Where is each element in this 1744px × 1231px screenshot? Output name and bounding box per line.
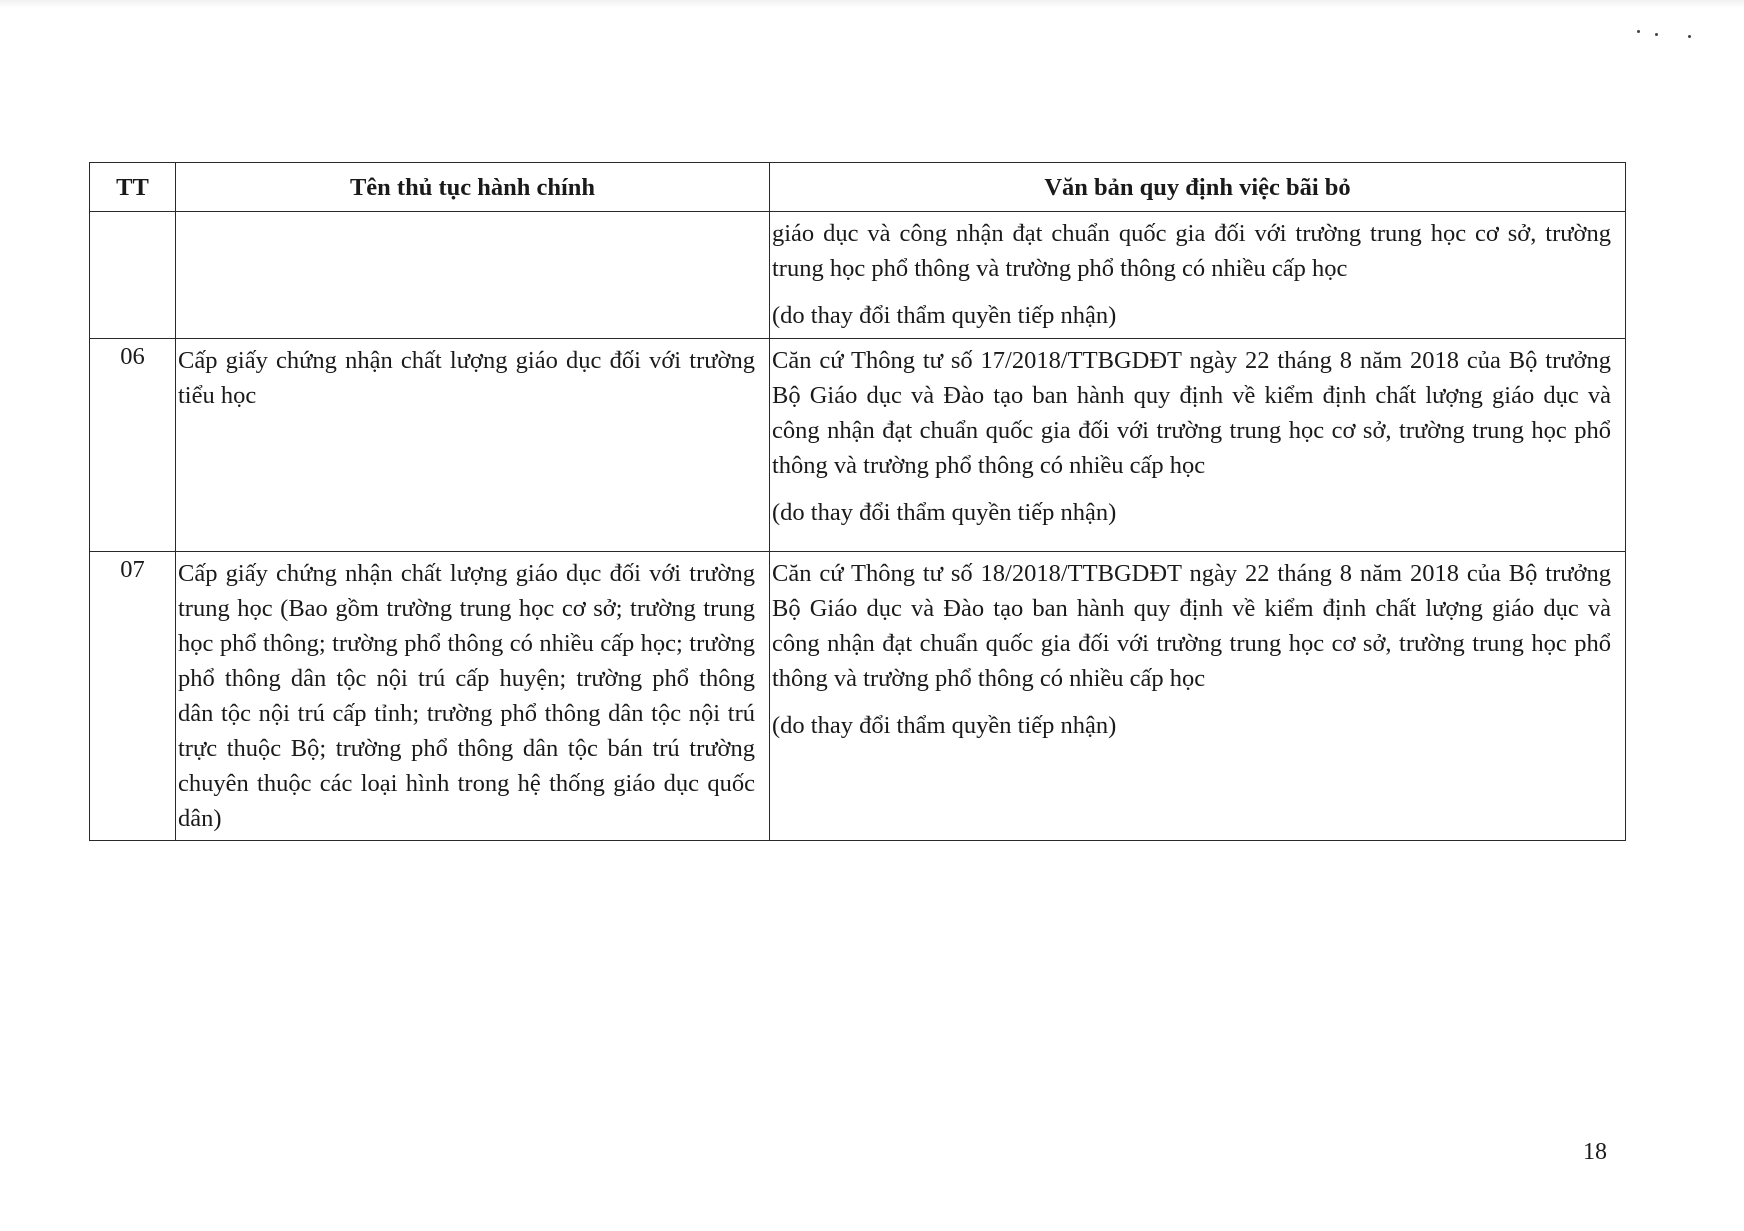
table-header-row xyxy=(90,163,1626,212)
repeal-reason-text: (do thay đổi thẩm quyền tiếp nhận) xyxy=(772,499,1117,526)
table-row xyxy=(90,212,1626,339)
scan-edge-shadow xyxy=(0,0,1744,8)
procedure-name xyxy=(176,212,770,339)
repeal-document xyxy=(770,339,1626,552)
scan-speck xyxy=(1655,33,1658,36)
repeal-reason-text: (do thay đổi thẩm quyền tiếp nhận) xyxy=(772,302,1117,329)
repeal-document xyxy=(770,212,1626,339)
scan-speck xyxy=(1637,30,1640,33)
header-tt: TT xyxy=(90,163,176,212)
legal-basis-text: giáo dục và công nhận đạt chuẩn quốc gia đối với trường trung học cơ sở, trường trung học phổ thông và trường phổ thông có nhiều cấp học xyxy=(772,220,1611,282)
page-number: 18 xyxy=(1583,1139,1607,1165)
header-procedure-name: Tên thủ tục hành chính xyxy=(176,163,770,212)
table-row xyxy=(90,339,1626,552)
table-row xyxy=(90,552,1626,841)
procedure-name: Cấp giấy chứng nhận chất lượng giáo dục đối với trường tiểu học xyxy=(176,339,770,552)
row-number: 07 xyxy=(90,552,176,841)
row-number xyxy=(90,212,176,339)
legal-basis-text: Căn cứ Thông tư số 18/2018/TTBGDĐT ngày 22 tháng 8 năm 2018 của Bộ trưởng Bộ Giáo dục và Đào tạo ban hành quy định về kiểm định chất lượng giáo dục và công nhận đạt chuẩn quốc gia đối với trường trung học cơ sở, trường trung học phổ thông và trường phổ thông có nhiều cấp học xyxy=(772,560,1611,692)
legal-basis-text: Căn cứ Thông tư số 17/2018/TTBGDĐT ngày 22 tháng 8 năm 2018 của Bộ trưởng Bộ Giáo dục và Đào tạo ban hành quy định về kiểm định chất lượng giáo dục và công nhận đạt chuẩn quốc gia đối với trường trung học cơ sở, trường trung học phổ thông và trường phổ thông có nhiều cấp học xyxy=(772,347,1611,479)
procedure-name: Cấp giấy chứng nhận chất lượng giáo dục đối với trường trung học (Bao gồm trường trung học cơ sở; trường trung học phổ thông; trường phổ thông có nhiều cấp học; trường phổ thông dân tộc nội trú cấp huyện; trường phổ thông dân tộc nội trú cấp tỉnh; trường phổ thông dân tộc nội trú trực thuộc Bộ; trường phổ thông dân tộc bán trú trường chuyên thuộc các loại hình trong hệ thống giáo dục quốc dân) xyxy=(176,552,770,841)
header-repeal-document: Văn bản quy định việc bãi bỏ xyxy=(770,163,1626,212)
row-number: 06 xyxy=(90,339,176,552)
repeal-document xyxy=(770,552,1626,841)
repeal-reason-text: (do thay đổi thẩm quyền tiếp nhận) xyxy=(772,712,1117,739)
scan-speck xyxy=(1688,35,1691,38)
procedures-table xyxy=(89,162,1626,841)
